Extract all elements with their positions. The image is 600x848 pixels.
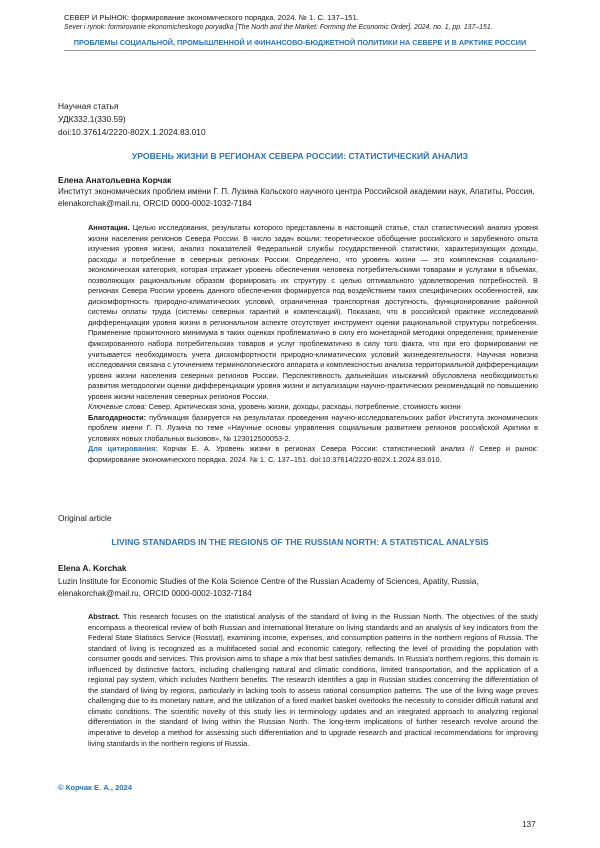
abstract-block-ru xyxy=(88,223,538,466)
article-type-en: Original article xyxy=(58,513,112,523)
citation-ru xyxy=(88,444,538,465)
author-affiliation-en: Luzin Institute for Economic Studies of the Kola Science Centre of the Russian Academy of Sciences, Apatity, Russia, elenakorchak@mail.ru, ORCID 0000-0002-1032-7184 xyxy=(58,577,479,598)
copyright: © Корчак Е. А., 2024 xyxy=(58,783,132,792)
article-type-ru: Научная статья xyxy=(58,101,119,111)
acknowledgements-ru xyxy=(88,413,538,445)
abstract-block-en xyxy=(88,612,538,749)
citation-label-ru: Для цитирования: xyxy=(88,444,158,454)
header-divider xyxy=(64,50,536,51)
keywords-text-ru: Север, Арктическая зона, уровень жизни, доходы, расходы, потребление, стоимость жизни xyxy=(146,402,461,412)
abstract-label-en: Abstract. xyxy=(88,612,120,621)
page-number: 137 xyxy=(522,820,536,829)
article-title-ru: УРОВЕНЬ ЖИЗНИ В РЕГИОНАХ СЕВЕРА РОССИИ: СТАТИСТИЧЕСКИЙ АНАЛИЗ xyxy=(131,151,469,161)
abstract-text-en: This research focuses on the statistical analysis of the standard of living in the Russian North. The objectives of the study encompass a theoretical review of both Russian and international literature on living standards and an analysis of key indicators from the Federal State Statistics Service (Rosstat), examining income, expenses, and consumption patterns in the northern regions of Russia. The standard of living is recognized as a multifaceted social and economic category, reflecting the level of providing the population with consumer goods and services. This provision aims to shape a mix that best satisfies demands. In Russia's northern regions, this domain is influenced by distinctive factors, including challenging natural and climatic conditions, limited transportation, and the application of a regional pay system, which includes Northern benefits. The research identifies a gap in Russian studies concerning the differentiation of the standard of living by regions, particularly in lacking tools to assess rational consumption patterns. The use of the living wage proves challenging due to its monetary nature, and the utilization of a fixed market basket overlooks the necessity to consider difficult natural and climatic conditions. The scientific novelty of this study lies in terminology updates and an integrated approach to analyzing regional differentiation in the standard of living within the Russian North. The long-term implications of further research revolve around the imperative to develop a method for assessing such differentiation and to upgrade research and practical recommendations for improving living standards in the northern regions of Russia. xyxy=(88,612,538,748)
abstract-en xyxy=(88,612,538,749)
abstract-label-ru: Аннотация. xyxy=(88,223,130,232)
running-header-en: Sever i rynok: formirovanie ekonomicheskogo poryadka [The North and the Market: Forming the Economic Order], 2024, no. 1, pp. 137–151. xyxy=(64,24,493,31)
udk-code: УДК332.1(330.59) xyxy=(58,114,126,124)
citation-text-ru: Корчак Е. А. Уровень жизни в регионах Севера России: статистический анализ // Север и рынок: формирование экономического порядка. 2024. № 1. С. 137–151. doi:10.37614/2220-802X.1.2024.83.010. xyxy=(88,444,538,465)
author-affiliation-ru: Институт экономических проблем имени Г. П. Лузина Кольского научного центра Российской академии наук, Апатиты, Россия, elenakorchak@mail.ru, ORCID 0000-0002-1032-7184 xyxy=(58,187,535,208)
doi[interactable]: doi:10.37614/2220-802X.1.2024.83.010 xyxy=(58,127,206,137)
abstract-ru xyxy=(88,223,538,402)
running-header-ru: СЕВЕР И РЫНОК: формирование экономического порядка. 2024. № 1. С. 137–151. xyxy=(64,13,359,22)
keywords-ru xyxy=(88,402,538,413)
author-name-ru: Елена Анатольевна Корчак xyxy=(58,175,172,185)
acknowledgements-text-ru: публикация базируется на результатах проведения научно-исследовательских работ Института экономических проблем имени Г. П. Лузина по теме «Научные основы управления социальным развитием регионов российской Арктики в условиях новых глобальных вызовов», № 123012500053-2. xyxy=(88,412,538,443)
section-rubric: ПРОБЛЕМЫ СОЦИАЛЬНОЙ, ПРОМЫШЛЕННОЙ И ФИНАНСОВО-БЮДЖЕТНОЙ ПОЛИТИКИ НА СЕВЕРЕ И В АРКТИКЕ РОССИИ xyxy=(73,38,527,47)
acknowledgements-label-ru: Благодарности: xyxy=(88,412,147,422)
abstract-text-ru: Целью исследования, результаты которого представлены в настоящей статье, стал статистический анализ уровня жизни населения регионов Севера России. В число задач вошли: теоретическое обобщение российского и зарубежного опыта изучения уровня жизни, анализ показателей Федеральной службы государственной статистики, характеризующих доходы, расходы и потребление в северных регионах России. Определено, что уровень жизни — это комплексная социально-экономическая категория, которая отражает уровень обеспечения человека потребительскими товарами и услугами в объемах, позволяющих рациональным образом формировать их структуру с целью оптимального удовлетворения потребностей. В регионах Севера России уровень данного обеспечения формируется под воздействием таких специфических особенностей, как дискомфортность природно-климатических условий, ограниченная транспортная доступность, функционирование районной системы оплаты труда (системы северных гарантий и компенсаций). Показано, что в российской практике исследований дифференциации уровня жизни в региональном аспекте отсутствует инструмент оценки рациональной структуры потребления. Применение прожиточного минимума в таких оценках проблематично в силу его монетарной методики определения; применение фиксированного набора потребительских товаров и услуг проблематично в силу того факта, что при его формировании не учитывается необходимость учета дискомфортности природно-климатических условий жизнедеятельности. Научная новизна исследования связана с уточнением терминологического аппарата и комплексностью анализа территориальной дифференциации уровня жизни населения северных регионов России. Перспективность дальнейших изысканий обусловлена необходимостью развития методологии оценки дифференциации уровня жизни и актуализации научно-практических рекомендаций по повышению уровня жизни населения северных регионов России. xyxy=(88,223,538,401)
keywords-label-ru: Ключевые слова: xyxy=(88,402,147,412)
article-title-en: LIVING STANDARDS IN THE REGIONS OF THE RUSSIAN NORTH: A STATISTICAL ANALYSIS xyxy=(111,537,489,547)
author-name-en: Elena A. Korchak xyxy=(58,563,127,573)
